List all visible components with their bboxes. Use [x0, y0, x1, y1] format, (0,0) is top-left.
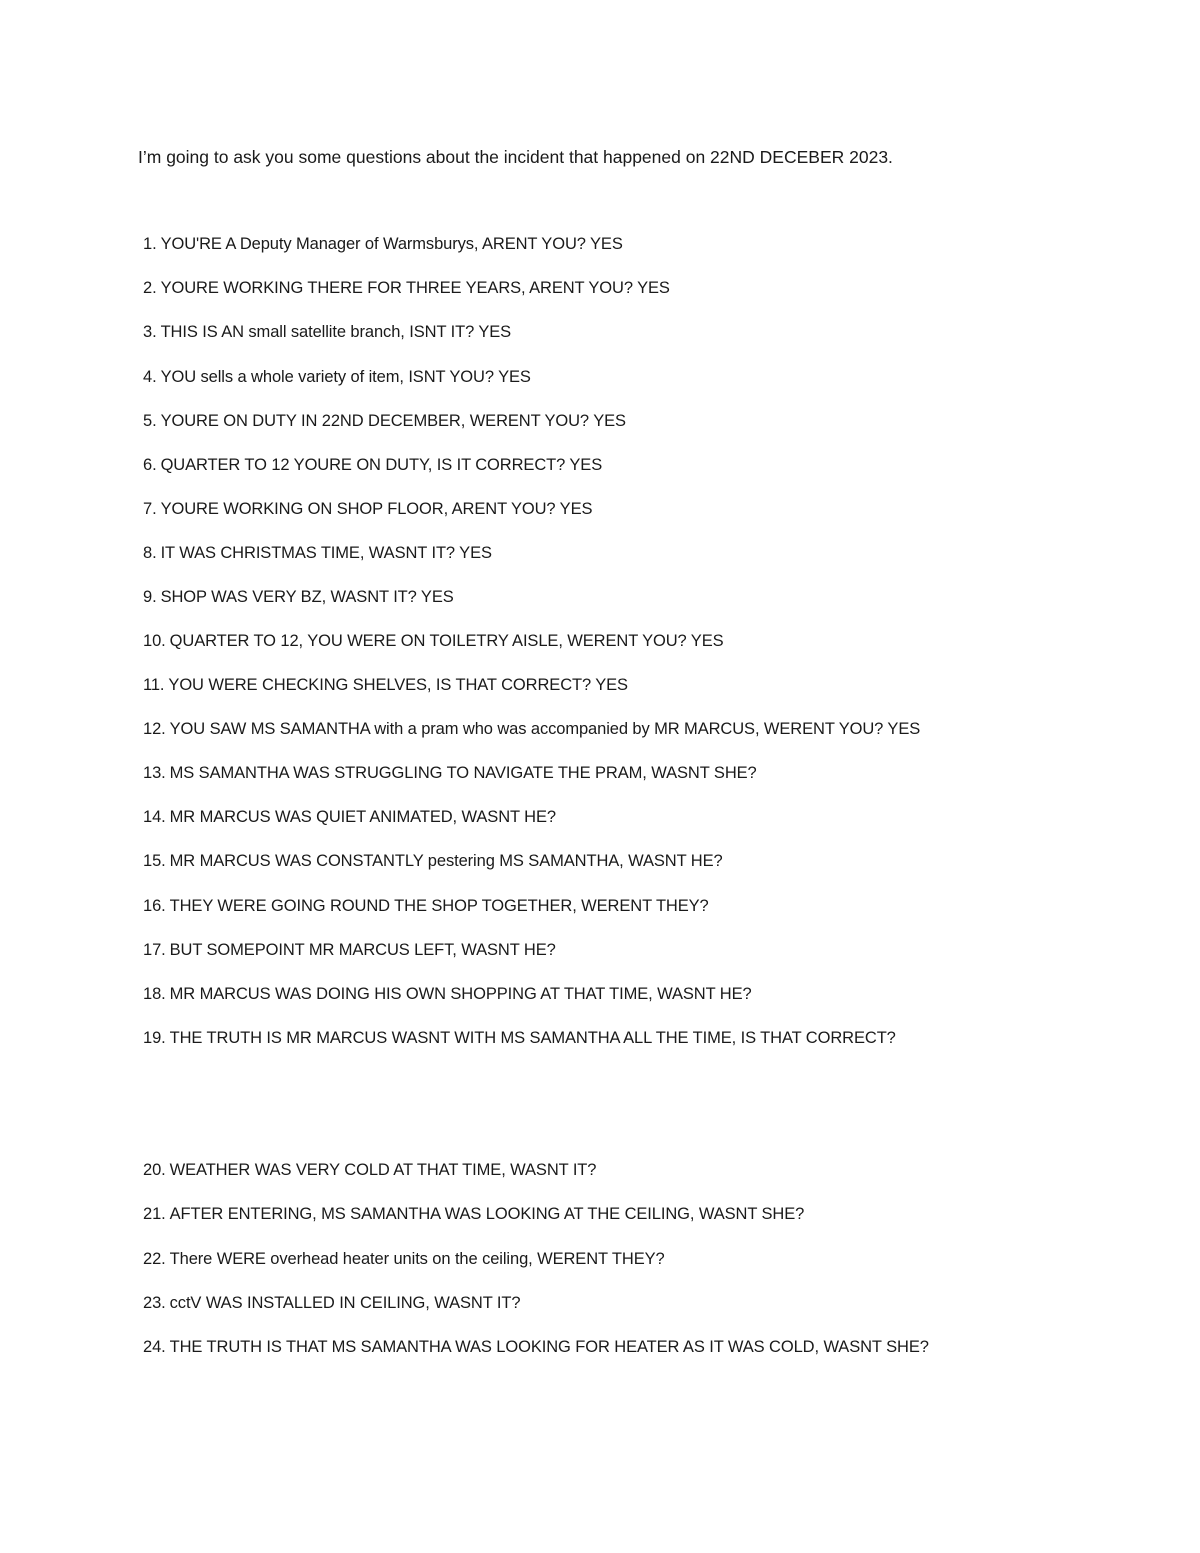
- question-number: 3.: [143, 323, 157, 341]
- question-item: [143, 630, 724, 652]
- intro-text: I’m going to ask you some questions about the incident that happened on 22ND DECEBER 2023.: [138, 147, 893, 167]
- question-item: [143, 1203, 804, 1225]
- question-item: [143, 1292, 520, 1314]
- question-number: 20.: [143, 1161, 166, 1179]
- question-number: 10.: [143, 632, 166, 650]
- question-number: 12.: [143, 720, 166, 738]
- question-number: 2.: [143, 279, 157, 297]
- question-item: [143, 806, 556, 828]
- question-text: YOURE ON DUTY IN 22ND DECEMBER, WERENT YOU? YES: [160, 412, 626, 430]
- question-text: QUARTER TO 12, YOU WERE ON TOILETRY AISLE, WERENT YOU? YES: [169, 632, 724, 650]
- question-item: [143, 233, 623, 255]
- question-text: AFTER ENTERING, MS SAMANTHA WAS LOOKING AT THE CEILING, WASNT SHE?: [169, 1205, 805, 1223]
- question-number: 18.: [143, 985, 166, 1003]
- question-item: [143, 1159, 596, 1181]
- question-text: YOURE WORKING ON SHOP FLOOR, ARENT YOU? YES: [160, 500, 593, 518]
- question-text: WEATHER WAS VERY COLD AT THAT TIME, WASNT IT?: [169, 1161, 597, 1179]
- question-number: 11.: [143, 676, 165, 694]
- question-number: 13.: [143, 764, 166, 782]
- question-number: 24.: [143, 1338, 166, 1356]
- question-text: THIS IS AN small satellite branch, ISNT IT? YES: [160, 323, 512, 341]
- question-item: [143, 674, 628, 696]
- question-item: [143, 718, 920, 740]
- question-item: [143, 1248, 665, 1270]
- question-text: THE TRUTH IS THAT MS SAMANTHA WAS LOOKING FOR HEATER AS IT WAS COLD, WASNT SHE?: [169, 1338, 929, 1356]
- question-number: 8.: [143, 544, 157, 562]
- question-text: QUARTER TO 12 YOURE ON DUTY, IS IT CORRECT? YES: [160, 456, 603, 474]
- question-item: [143, 850, 723, 872]
- question-text: YOURE WORKING THERE FOR THREE YEARS, ARENT YOU? YES: [160, 279, 670, 297]
- question-number: 21.: [143, 1205, 166, 1223]
- question-number: 4.: [143, 368, 157, 386]
- question-text: There WERE overhead heater units on the ceiling, WERENT THEY?: [169, 1250, 665, 1268]
- question-text: SHOP WAS VERY BZ, WASNT IT? YES: [160, 588, 454, 606]
- question-number: 5.: [143, 412, 157, 430]
- question-number: 17.: [143, 941, 166, 959]
- question-item: [143, 277, 670, 299]
- question-number: 23.: [143, 1294, 166, 1312]
- question-item: [143, 410, 626, 432]
- question-number: 16.: [143, 897, 166, 915]
- question-item: [143, 1336, 929, 1358]
- question-item: [143, 498, 592, 520]
- question-item: [143, 762, 757, 784]
- question-number: 1.: [143, 235, 157, 253]
- question-number: 7.: [143, 500, 157, 518]
- question-item: [143, 321, 511, 343]
- question-number: 14.: [143, 808, 166, 826]
- question-text: YOU sells a whole variety of item, ISNT YOU? YES: [160, 368, 531, 386]
- question-text: BUT SOMEPOINT MR MARCUS LEFT, WASNT HE?: [169, 941, 556, 959]
- question-text: THE TRUTH IS MR MARCUS WASNT WITH MS SAMANTHA ALL THE TIME, IS THAT CORRECT?: [169, 1029, 896, 1047]
- question-item: [143, 939, 556, 961]
- question-number: 6.: [143, 456, 157, 474]
- question-text: YOU SAW MS SAMANTHA with a pram who was accompanied by MR MARCUS, WERENT YOU? YES: [169, 720, 921, 738]
- question-number: 15.: [143, 852, 166, 870]
- question-number: 19.: [143, 1029, 166, 1047]
- question-text: MS SAMANTHA WAS STRUGGLING TO NAVIGATE THE PRAM, WASNT SHE?: [169, 764, 757, 782]
- question-number: 9.: [143, 588, 157, 606]
- question-text: MR MARCUS WAS DOING HIS OWN SHOPPING AT THAT TIME, WASNT HE?: [169, 985, 752, 1003]
- question-item: [143, 454, 602, 476]
- question-text: MR MARCUS WAS QUIET ANIMATED, WASNT HE?: [169, 808, 556, 826]
- question-text: IT WAS CHRISTMAS TIME, WASNT IT? YES: [160, 544, 492, 562]
- question-item: [143, 983, 752, 1005]
- question-item: [143, 1027, 896, 1049]
- question-text: YOU WERE CHECKING SHELVES, IS THAT CORRECT? YES: [168, 676, 628, 694]
- question-text: THEY WERE GOING ROUND THE SHOP TOGETHER, WERENT THEY?: [169, 897, 709, 915]
- question-number: 22.: [143, 1250, 166, 1268]
- question-text: MR MARCUS WAS CONSTANTLY pestering MS SAMANTHA, WASNT HE?: [169, 852, 723, 870]
- question-item: [143, 895, 709, 917]
- question-item: [143, 542, 492, 564]
- question-item: [143, 586, 454, 608]
- question-text: YOU'RE A Deputy Manager of Warmsburys, ARENT YOU? YES: [160, 235, 623, 253]
- question-item: [143, 366, 531, 388]
- question-text: cctV WAS INSTALLED IN CEILING, WASNT IT?: [169, 1294, 521, 1312]
